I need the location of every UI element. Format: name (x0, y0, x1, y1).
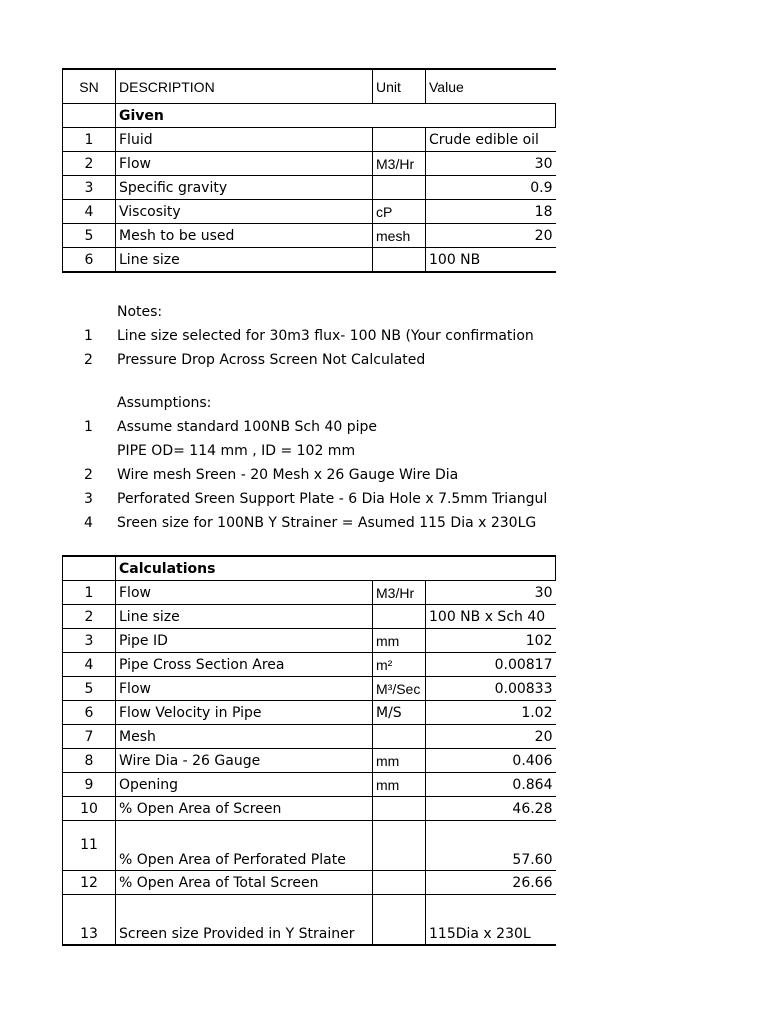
cell-sn[interactable]: 11 (63, 821, 116, 871)
cell-value[interactable]: 0.00817 (426, 653, 556, 677)
cell-value[interactable]: 102 (426, 629, 556, 653)
cell-sn[interactable]: 1 (63, 581, 116, 605)
note-number[interactable]: 2 (84, 352, 93, 368)
cell-value[interactable]: 30 (426, 152, 556, 176)
cell-sn[interactable]: 5 (63, 677, 116, 701)
cell-unit[interactable]: mm (373, 773, 426, 797)
given-table (62, 68, 556, 273)
cell-unit[interactable]: cP (373, 200, 426, 224)
cell-value[interactable]: 100 NB (426, 248, 556, 273)
cell-description[interactable]: Line size (116, 605, 373, 629)
cell-sn[interactable]: 9 (63, 773, 116, 797)
cell-sn[interactable]: 6 (63, 248, 116, 273)
notes-section (62, 300, 562, 372)
assumption-item (62, 463, 562, 487)
cell-unit[interactable]: mm (373, 749, 426, 773)
cell-description[interactable]: Pipe ID (116, 629, 373, 653)
section-title-calculations[interactable]: Calculations (116, 556, 556, 581)
cell-sn[interactable]: 7 (63, 725, 116, 749)
table-row (63, 773, 556, 797)
note-number[interactable]: 1 (84, 328, 93, 344)
assumption-item (62, 511, 562, 535)
cell-sn[interactable]: 4 (63, 653, 116, 677)
cell-value[interactable]: 0.9 (426, 176, 556, 200)
cell-value[interactable]: 1.02 (426, 701, 556, 725)
cell-unit[interactable]: M3/Hr (373, 581, 426, 605)
table-row (63, 200, 556, 224)
note-item (62, 348, 562, 372)
cell-value[interactable]: 0.00833 (426, 677, 556, 701)
cell-description[interactable]: Pipe Cross Section Area (116, 653, 373, 677)
cell-description[interactable]: Wire Dia - 26 Gauge (116, 749, 373, 773)
header-sn[interactable]: SN (63, 69, 116, 104)
assumption-number[interactable]: 2 (84, 467, 93, 483)
assumptions-title[interactable]: Assumptions: (117, 395, 212, 411)
cell-description[interactable]: % Open Area of Perforated Plate (116, 821, 373, 871)
header-row (63, 69, 556, 104)
assumption-item (62, 415, 562, 439)
cell-unit[interactable] (373, 248, 426, 273)
cell-unit[interactable]: M3/Hr (373, 152, 426, 176)
cell-description[interactable]: Specific gravity (116, 176, 373, 200)
cell-value[interactable]: 46.28 (426, 797, 556, 821)
assumption-text[interactable]: PIPE OD= 114 mm , ID = 102 mm (117, 443, 356, 459)
cell-unit[interactable] (373, 725, 426, 749)
cell-sn[interactable]: 4 (63, 200, 116, 224)
cell-sn[interactable]: 3 (63, 629, 116, 653)
cell-description[interactable]: % Open Area of Total Screen (116, 871, 373, 895)
table-row (63, 248, 556, 273)
table-row (63, 224, 556, 248)
section-row-calculations (63, 556, 556, 581)
table-row (63, 653, 556, 677)
cell-value[interactable]: 57.60 (426, 821, 556, 871)
cell-unit[interactable] (373, 128, 426, 152)
cell-unit[interactable] (373, 605, 426, 629)
table-row (63, 821, 556, 871)
assumption-number[interactable]: 1 (84, 419, 93, 435)
table-row (63, 895, 556, 946)
section-title-given[interactable]: Given (116, 104, 556, 128)
cell-description[interactable]: Viscosity (116, 200, 373, 224)
cell-value[interactable]: 0.864 (426, 773, 556, 797)
calculations-table (62, 555, 556, 946)
table-row (63, 581, 556, 605)
cell-unit[interactable]: M/S (373, 701, 426, 725)
cell-unit[interactable] (373, 797, 426, 821)
cell-sn[interactable]: 2 (63, 605, 116, 629)
section-row-given (63, 104, 556, 128)
cell-unit[interactable] (373, 871, 426, 895)
header-value[interactable]: Value (426, 69, 556, 104)
cell-value[interactable]: Crude edible oil (426, 128, 556, 152)
table-row (63, 152, 556, 176)
table-row (63, 176, 556, 200)
cell-description[interactable]: % Open Area of Screen (116, 797, 373, 821)
cell-sn[interactable]: 2 (63, 152, 116, 176)
table-row (63, 629, 556, 653)
note-text[interactable]: Line size selected for 30m3 flux- 100 NB (Your confirmation (117, 328, 534, 344)
cell-value[interactable]: 115Dia x 230L (426, 895, 556, 946)
table-row (63, 677, 556, 701)
cell-unit[interactable]: mm (373, 629, 426, 653)
table-row (63, 605, 556, 629)
cell-unit[interactable] (373, 895, 426, 946)
cell-value[interactable]: 30 (426, 581, 556, 605)
cell-unit[interactable]: M³/Sec (373, 677, 426, 701)
table-row (63, 797, 556, 821)
cell-unit[interactable] (373, 821, 426, 871)
cell-sn[interactable]: 12 (63, 871, 116, 895)
header-unit[interactable]: Unit (373, 69, 426, 104)
header-description[interactable]: DESCRIPTION (116, 69, 373, 104)
assumption-text[interactable]: Perforated Sreen Support Plate - 6 Dia Hole x 7.5mm Triangul (117, 491, 548, 507)
cell-description[interactable]: Mesh to be used (116, 224, 373, 248)
cell-sn[interactable]: 13 (63, 895, 116, 946)
cell-description[interactable]: Screen size Provided in Y Strainer (116, 895, 373, 946)
cell-sn[interactable]: 5 (63, 224, 116, 248)
cell-unit[interactable]: mesh (373, 224, 426, 248)
cell-value[interactable]: 100 NB x Sch 40 (426, 605, 556, 629)
cell-value[interactable]: 20 (426, 725, 556, 749)
assumption-text[interactable]: Sreen size for 100NB Y Strainer = Asumed 115 Dia x 230LG (117, 515, 537, 531)
assumption-number[interactable]: 4 (84, 515, 93, 531)
table-row (63, 871, 556, 895)
table-row (63, 725, 556, 749)
cell-sn[interactable]: 8 (63, 749, 116, 773)
notes-title[interactable]: Notes: (117, 304, 163, 320)
cell-value[interactable]: 0.406 (426, 749, 556, 773)
cell-description[interactable]: Line size (116, 248, 373, 273)
cell-description[interactable]: Fluid (116, 128, 373, 152)
cell-description[interactable]: Mesh (116, 725, 373, 749)
cell-sn[interactable]: 3 (63, 176, 116, 200)
cell-value[interactable]: 26.66 (426, 871, 556, 895)
cell-sn[interactable]: 10 (63, 797, 116, 821)
cell-value[interactable]: 18 (426, 200, 556, 224)
cell-value[interactable]: 20 (426, 224, 556, 248)
table-cell[interactable] (63, 556, 116, 581)
assumption-text[interactable]: Wire mesh Sreen - 20 Mesh x 26 Gauge Wire Dia (117, 467, 459, 483)
cell-description[interactable]: Flow (116, 152, 373, 176)
cell-unit[interactable] (373, 176, 426, 200)
cell-sn[interactable]: 6 (63, 701, 116, 725)
cell-sn[interactable]: 1 (63, 128, 116, 152)
table-row (63, 749, 556, 773)
note-item (62, 324, 562, 348)
cell-unit[interactable]: m² (373, 653, 426, 677)
note-text[interactable]: Pressure Drop Across Screen Not Calculated (117, 352, 426, 368)
table-row (63, 701, 556, 725)
cell-description[interactable]: Flow Velocity in Pipe (116, 701, 373, 725)
assumptions-section (62, 391, 562, 535)
cell-description[interactable]: Flow (116, 581, 373, 605)
table-row (63, 128, 556, 152)
cell-description[interactable]: Opening (116, 773, 373, 797)
assumption-number[interactable]: 3 (84, 491, 93, 507)
cell-description[interactable]: Flow (116, 677, 373, 701)
assumption-item (62, 487, 562, 511)
table-cell[interactable] (63, 104, 116, 128)
assumption-text[interactable]: Assume standard 100NB Sch 40 pipe (117, 419, 377, 435)
assumption-item (62, 439, 562, 463)
